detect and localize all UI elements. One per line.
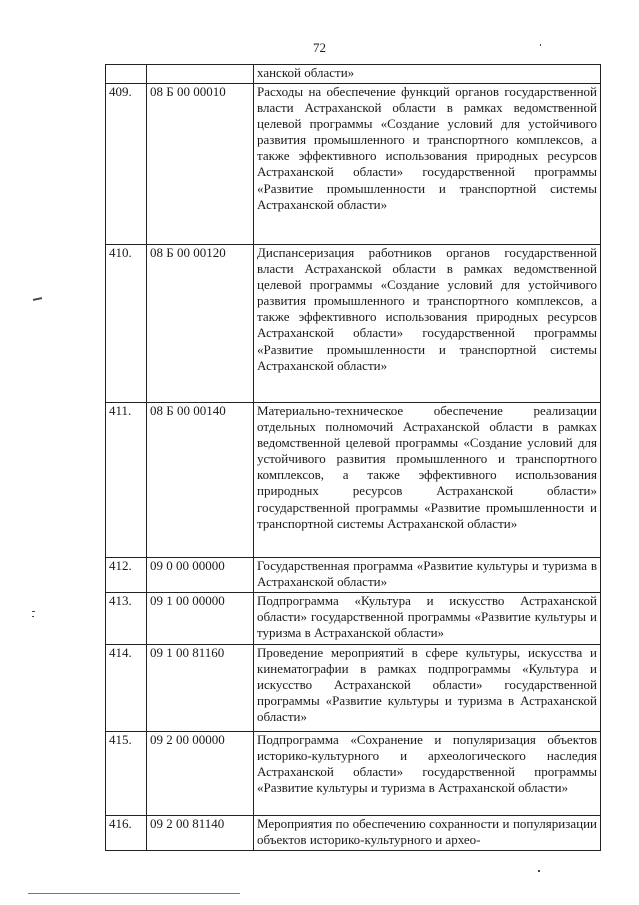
row-number: 410.: [106, 245, 147, 403]
program-code: [147, 65, 254, 84]
table-row: [106, 558, 601, 593]
program-code: 09 2 00 81140: [147, 816, 254, 851]
row-description: Диспансеризация работников органов государственной власти Астраханской области в рамках ведомственной целевой программы «Создание условий для устойчивого развития промышленного и транспортного комплексов, а также эффективного использования природных ресурсов Астраханской области» государственной программы «Развитие промышленности и транспортной системы Астраханской области»: [254, 245, 601, 403]
row-number: 411.: [106, 403, 147, 558]
table-row: [106, 84, 601, 245]
program-code: 08 Б 00 00120: [147, 245, 254, 403]
row-number: [106, 65, 147, 84]
row-description: Материально-техническое обеспечение реализации отдельных полномочий Астраханской области в рамках ведомственной целевой программы «Создание условий для устойчивого развития промышленного и транспортного комплексов, а также эффективного использования природных ресурсов Астраханской области» государственной программы «Развитие промышленности и транспортной системы Астраханской области»: [254, 403, 601, 558]
scan-mark: [540, 44, 541, 46]
row-description: Подпрограмма «Сохранение и популяризация объектов историко-культурного и археологического наследия Астраханской области» государственной программы «Развитие культуры и туризма в Астраханской области»: [254, 732, 601, 816]
row-description: Проведение мероприятий в сфере культуры, искусства и кинематографии в рамках подпрограммы «Культура и искусство Астраханской области» государственной программы «Развитие культуры и туризма в Астраханской области»: [254, 645, 601, 732]
table-row: [106, 732, 601, 816]
row-description: Государственная программа «Развитие культуры и туризма в Астраханской области»: [254, 558, 601, 593]
row-number: 413.: [106, 593, 147, 645]
table-row: [106, 245, 601, 403]
row-description: ханской области»: [254, 65, 601, 84]
row-number: 414.: [106, 645, 147, 732]
scan-mark: [32, 616, 34, 617]
row-number: 412.: [106, 558, 147, 593]
table-row: [106, 645, 601, 732]
table-row: [106, 593, 601, 645]
bottom-scan-line: [28, 893, 240, 894]
scan-mark: [538, 870, 540, 872]
row-description: Расходы на обеспечение функций органов государственной власти Астраханской области в рамках ведомственной целевой программы «Создание условий для устойчивого развития промышленного и транспортного комплексов, а также эффективного использования природных ресурсов Астраханской области» государственной программы «Развитие промышленности и транспортной системы Астраханской области»: [254, 84, 601, 245]
row-description: Мероприятия по обеспечению сохранности и популяризации объектов историко-культурного и архео-: [254, 816, 601, 851]
table-row: [106, 816, 601, 851]
program-code: 09 1 00 81160: [147, 645, 254, 732]
program-code: 09 2 00 00000: [147, 732, 254, 816]
page-number: 72: [313, 40, 326, 55]
program-code: 08 Б 00 00010: [147, 84, 254, 245]
budget-code-table: [105, 64, 601, 851]
row-number: 415.: [106, 732, 147, 816]
scan-mark: [32, 611, 35, 612]
table-row: [106, 403, 601, 558]
row-number: 416.: [106, 816, 147, 851]
scan-mark: [33, 297, 42, 301]
program-code: 09 0 00 00000: [147, 558, 254, 593]
row-number: 409.: [106, 84, 147, 245]
program-code: 08 Б 00 00140: [147, 403, 254, 558]
table-row: [106, 65, 601, 84]
row-description: Подпрограмма «Культура и искусство Астраханской области» государственной программы «Развитие культуры и туризма в Астраханской области»: [254, 593, 601, 645]
program-code: 09 1 00 00000: [147, 593, 254, 645]
